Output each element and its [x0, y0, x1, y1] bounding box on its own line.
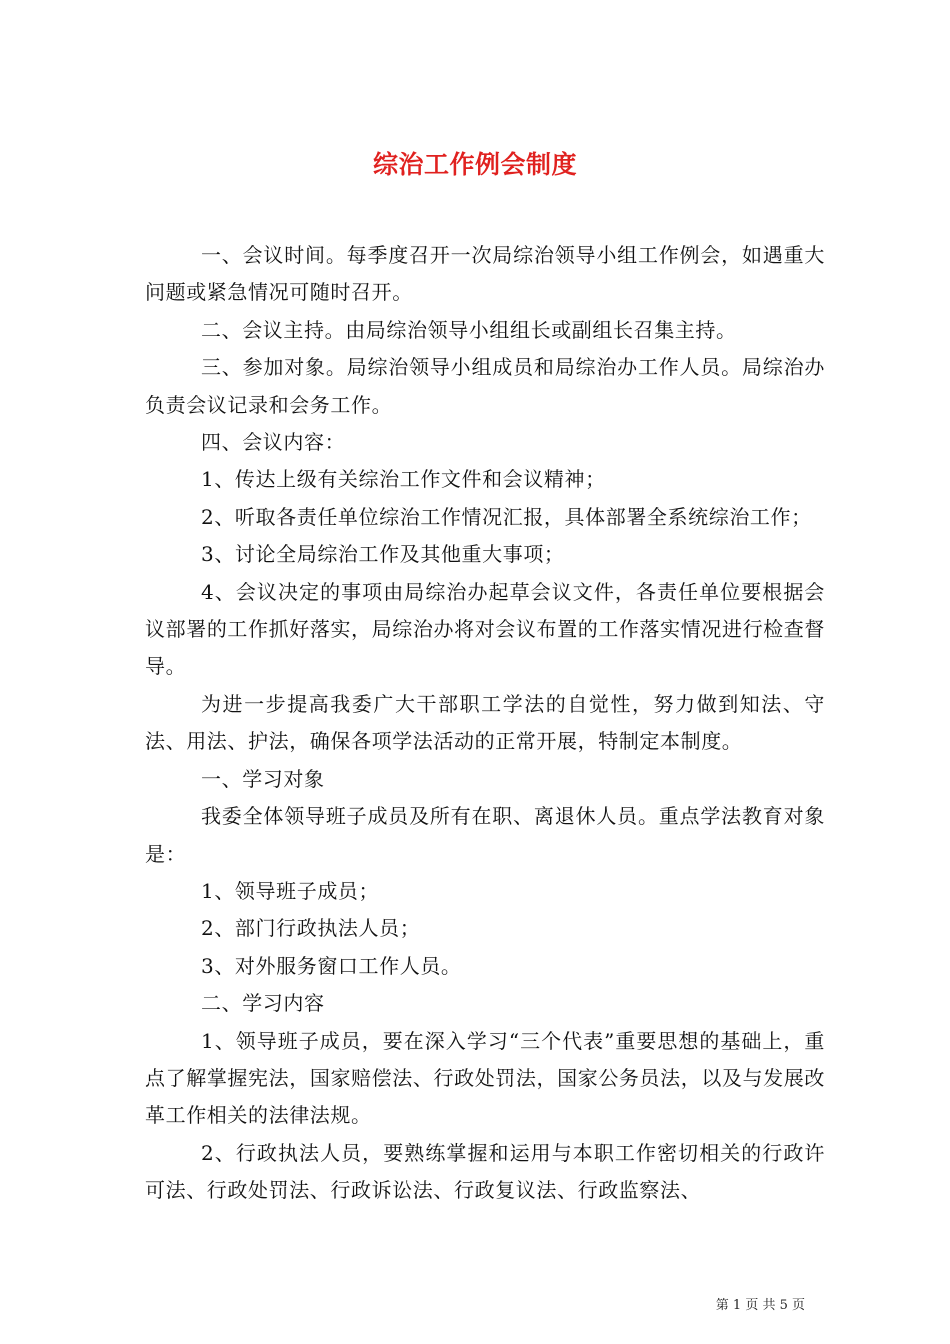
paragraph: 1、领导班子成员，要在深入学习“三个代表”重要思想的基础上，重点了解掌握宪法，国家赔偿法、行政处罚法，国家公务员法，以及与发展改革工作相关的法律法规。: [145, 1028, 825, 1128]
document-body: [145, 237, 825, 1210]
page-number: 第 1 页 共 5 页: [715, 1298, 805, 1313]
paragraph: 为进一步提高我委广大干部职工学法的自觉性，努力做到知法、守法、用法、护法，确保各项学法活动的正常开展，特制定本制度。: [145, 691, 825, 754]
paragraph: 2、行政执法人员，要熟练掌握和运用与本职工作密切相关的行政许可法、行政处罚法、行政诉讼法、行政复议法、行政监察法、: [145, 1140, 825, 1203]
section-heading: 一、学习对象: [201, 766, 325, 791]
paragraph: 2、听取各责任单位综治工作情况汇报，具体部署全系统综治工作；: [201, 504, 812, 529]
paragraph: 三、参加对象。局综治领导小组成员和局综治办工作人员。局综治办负责会议记录和会务工作。: [145, 355, 825, 417]
paragraph: 4、会议决定的事项由局综治办起草会议文件，各责任单位要根据会议部署的工作抓好落实，局综治办将对会议布置的工作落实情况进行检查督导。: [145, 579, 825, 679]
paragraph: 1、传达上级有关综治工作文件和会议精神；: [201, 467, 606, 492]
paragraph: 3、讨论全局综治工作及其他重大事项；: [201, 542, 565, 567]
paragraph: 我委全体领导班子成员及所有在职、离退休人员。重点学法教育对象是：: [145, 804, 825, 866]
page-title: 综治工作例会制度: [372, 149, 577, 179]
paragraph: 一、会议时间。每季度召开一次局综治领导小组工作例会，如遇重大问题或紧急情况可随时召开。: [145, 243, 825, 305]
list-item: 2、部门行政执法人员；: [201, 916, 421, 941]
section-heading: 二、学习内容: [201, 991, 325, 1016]
paragraph: 二、会议主持。由局综治领导小组组长或副组长召集主持。: [201, 317, 737, 342]
list-item: 1、领导班子成员；: [201, 878, 380, 903]
list-item: 3、对外服务窗口工作人员。: [201, 953, 462, 978]
paragraph: 四、会议内容：: [201, 430, 346, 455]
